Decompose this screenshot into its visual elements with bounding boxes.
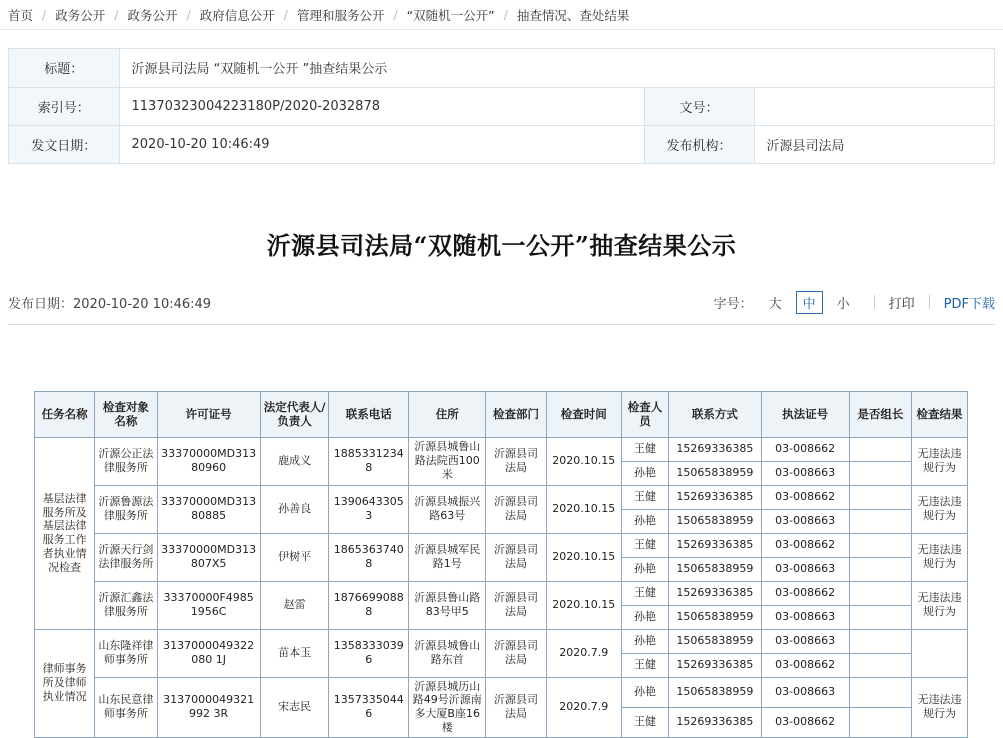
cell-task-name: 基层法律服务所及基层法律服务工作者执业情况检查	[35, 437, 95, 629]
cell-inspector-cert: 03-008662	[761, 533, 849, 557]
column-header-phone: 联系电话	[329, 391, 409, 437]
cell-is-leader	[849, 653, 911, 677]
cell-phone: 18653637408	[329, 533, 409, 581]
print-button[interactable]: 打印	[888, 296, 915, 312]
breadcrumb	[0, 0, 1003, 30]
meta-value-docnum	[754, 87, 994, 125]
cell-inspector-name: 孙艳	[621, 557, 668, 581]
cell-result	[912, 629, 968, 677]
cell-address: 沂源县鲁山路83号甲5	[409, 581, 486, 629]
cell-is-leader	[849, 605, 911, 629]
cell-address: 沂源县城振兴路63号	[409, 485, 486, 533]
cell-inspector-name: 孙艳	[621, 629, 668, 653]
cell-address: 沂源县城军民路1号	[409, 533, 486, 581]
cell-license: 33370000MD313807X5	[157, 533, 260, 581]
cell-inspector-name: 孙艳	[621, 677, 668, 707]
cell-object-name: 山东隆祥律师事务所	[95, 629, 157, 677]
cell-inspector-contact: 15269336385	[669, 653, 761, 677]
cell-inspector-cert: 03-008662	[761, 437, 849, 461]
cell-inspector-cert: 03-008663	[761, 557, 849, 581]
meta-value-index: 11370323004223180P/2020-2032878	[119, 87, 644, 125]
column-header-address: 住所	[409, 391, 486, 437]
cell-legal-rep: 鹿成义	[260, 437, 329, 485]
cell-is-leader	[849, 485, 911, 509]
cell-phone: 13906433053	[329, 485, 409, 533]
column-header-time: 检查时间	[546, 391, 621, 437]
cell-is-leader	[849, 461, 911, 485]
table-row	[35, 629, 968, 653]
cell-inspector-name: 孙艳	[621, 509, 668, 533]
cell-object-name: 山东民意律师事务所	[95, 677, 157, 737]
column-header-contact: 联系方式	[669, 391, 761, 437]
inspection-result-table-wrap	[34, 391, 969, 738]
cell-is-leader	[849, 509, 911, 533]
cell-legal-rep: 伊树平	[260, 533, 329, 581]
table-row	[35, 533, 968, 557]
cell-inspector-name: 孙艳	[621, 461, 668, 485]
document-meta-table	[9, 49, 994, 164]
inspection-result-table	[34, 391, 968, 738]
cell-inspector-contact: 15065838959	[669, 629, 761, 653]
meta-value-date: 2020-10-20 10:46:49	[119, 125, 644, 163]
cell-inspector-cert: 03-008662	[761, 581, 849, 605]
cell-department: 沂源县司法局	[486, 533, 546, 581]
cell-is-leader	[849, 677, 911, 707]
cell-phone: 13573350446	[329, 677, 409, 737]
column-header-result: 检查结果	[912, 391, 968, 437]
column-header-cert: 执法证号	[761, 391, 849, 437]
cell-time: 2020.10.15	[546, 485, 621, 533]
cell-license: 3137000049322080 1J	[157, 629, 260, 677]
cell-inspector-cert: 03-008662	[761, 707, 849, 737]
meta-label-title: 标题：	[9, 49, 119, 87]
toolbar-divider	[929, 295, 930, 309]
meta-value-org: 沂源县司法局	[754, 125, 994, 163]
cell-inspector-contact: 15065838959	[669, 557, 761, 581]
meta-row-title	[9, 49, 994, 87]
cell-inspector-cert: 03-008663	[761, 677, 849, 707]
meta-label-index: 索引号：	[9, 87, 119, 125]
fontsize-large-button[interactable]: 大	[768, 296, 782, 312]
page-title: 沂源县司法局“双随机一公开”抽查结果公示	[266, 230, 737, 260]
cell-inspector-contact: 15065838959	[669, 509, 761, 533]
column-header-object-name: 检查对象名称	[95, 391, 157, 437]
column-header-task: 任务名称	[35, 391, 95, 437]
breadcrumb-item-0[interactable]: 首页	[8, 7, 34, 23]
cell-license: 33370000MD31380885	[157, 485, 260, 533]
cell-address: 沂源县城历山路49号沂源南多大厦B座16楼	[409, 677, 486, 737]
cell-time: 2020.10.15	[546, 533, 621, 581]
cell-phone: 13583330396	[329, 629, 409, 677]
cell-task-name: 律师事务所及律师执业情况	[35, 629, 95, 737]
cell-is-leader	[849, 581, 911, 605]
breadcrumb-separator: /	[503, 7, 508, 22]
cell-address: 沂源县城鲁山路法院西100米	[409, 437, 486, 485]
cell-result: 无违法违规行为	[912, 437, 968, 485]
cell-legal-rep: 苗本玉	[260, 629, 329, 677]
cell-inspector-contact: 15065838959	[669, 605, 761, 629]
cell-inspector-name: 王健	[621, 581, 668, 605]
breadcrumb-item-2[interactable]: 政务公开	[127, 7, 178, 23]
table-row	[35, 437, 968, 461]
column-header-license: 许可证号	[157, 391, 260, 437]
fontsize-medium-button[interactable]: 中	[796, 291, 823, 314]
cell-inspector-cert: 03-008663	[761, 509, 849, 533]
cell-inspector-cert: 03-008663	[761, 605, 849, 629]
toolbar-divider	[874, 295, 875, 309]
cell-license: 33370000F49851956C	[157, 581, 260, 629]
cell-inspector-name: 孙艳	[621, 605, 668, 629]
cell-department: 沂源县司法局	[486, 437, 546, 485]
breadcrumb-separator: /	[186, 7, 191, 22]
cell-result: 无违法违规行为	[912, 581, 968, 629]
cell-legal-rep: 宋志民	[260, 677, 329, 737]
publish-date: 发布日期：2020-10-20 10:46:49	[8, 296, 212, 312]
cell-time: 2020.7.9	[546, 677, 621, 737]
cell-is-leader	[849, 629, 911, 653]
cell-department: 沂源县司法局	[486, 677, 546, 737]
toolbar-actions	[714, 291, 995, 314]
cell-inspector-contact: 15269336385	[669, 533, 761, 557]
cell-inspector-cert: 03-008662	[761, 653, 849, 677]
column-header-legal-rep: 法定代表人/负责人	[260, 391, 329, 437]
breadcrumb-item-3[interactable]: 政府信息公开	[199, 7, 275, 23]
cell-phone: 18766990888	[329, 581, 409, 629]
column-header-department: 检查部门	[486, 391, 546, 437]
cell-inspector-name: 王健	[621, 485, 668, 509]
table-row	[35, 581, 968, 605]
cell-is-leader	[849, 557, 911, 581]
breadcrumb-separator: /	[114, 7, 119, 22]
cell-inspector-name: 王健	[621, 533, 668, 557]
cell-object-name: 沂源汇鑫法律服务所	[95, 581, 157, 629]
cell-is-leader	[849, 707, 911, 737]
cell-time: 2020.10.15	[546, 437, 621, 485]
column-header-inspector: 检查人员	[621, 391, 668, 437]
meta-label-docnum: 文号：	[644, 87, 754, 125]
column-header-is-leader: 是否组长	[849, 391, 911, 437]
cell-inspector-contact: 15269336385	[669, 581, 761, 605]
fontsize-small-button[interactable]: 小	[836, 296, 850, 312]
cell-time: 2020.7.9	[546, 629, 621, 677]
cell-inspector-contact: 15269336385	[669, 485, 761, 509]
document-meta-panel	[8, 48, 995, 164]
meta-label-date: 发文日期：	[9, 125, 119, 163]
cell-inspector-name: 王健	[621, 707, 668, 737]
cell-time: 2020.10.15	[546, 581, 621, 629]
meta-label-org: 发布机构：	[644, 125, 754, 163]
meta-value-title: 沂源县司法局 “双随机一公开 ”抽查结果公示	[119, 49, 994, 87]
cell-license: 33370000MD31380960	[157, 437, 260, 485]
cell-address: 沂源县城鲁山路东首	[409, 629, 486, 677]
breadcrumb-separator: /	[42, 7, 47, 22]
cell-legal-rep: 赵雷	[260, 581, 329, 629]
breadcrumb-item-5[interactable]: “双随机一公开”	[406, 7, 495, 23]
table-row	[35, 485, 968, 509]
cell-inspector-name: 王健	[621, 653, 668, 677]
cell-result: 无违法违规行为	[912, 677, 968, 737]
cell-phone: 18853312348	[329, 437, 409, 485]
cell-inspector-cert: 03-008663	[761, 461, 849, 485]
cell-legal-rep: 孙善良	[260, 485, 329, 533]
cell-result: 无违法违规行为	[912, 533, 968, 581]
cell-inspector-contact: 15269336385	[669, 707, 761, 737]
cell-department: 沂源县司法局	[486, 485, 546, 533]
cell-inspector-name: 王健	[621, 437, 668, 461]
cell-object-name: 沂源天行剑法律服务所	[95, 533, 157, 581]
breadcrumb-item-1[interactable]: 政务公开	[55, 7, 106, 23]
cell-result: 无违法违规行为	[912, 485, 968, 533]
breadcrumb-separator: /	[283, 7, 288, 22]
meta-row-index	[9, 87, 994, 125]
fontsize-label: 字号：	[713, 296, 753, 312]
meta-row-date	[9, 125, 994, 163]
table-header-row	[35, 391, 968, 437]
cell-object-name: 沂源公正法律服务所	[95, 437, 157, 485]
table-row	[35, 677, 968, 707]
breadcrumb-separator: /	[393, 7, 398, 22]
cell-inspector-contact: 15065838959	[669, 677, 761, 707]
breadcrumb-item-4[interactable]: 管理和服务公开	[296, 7, 385, 23]
pdf-download-button[interactable]: PDF下载	[943, 296, 995, 312]
cell-inspector-contact: 15269336385	[669, 437, 761, 461]
breadcrumb-item-6[interactable]: 抽查情况、查处结果	[516, 7, 630, 23]
cell-is-leader	[849, 533, 911, 557]
cell-inspector-contact: 15065838959	[669, 461, 761, 485]
cell-inspector-cert: 03-008662	[761, 485, 849, 509]
document-toolbar	[8, 291, 995, 325]
cell-license: 3137000049321992 3R	[157, 677, 260, 737]
table-body	[35, 437, 968, 737]
cell-department: 沂源县司法局	[486, 629, 546, 677]
cell-inspector-cert: 03-008663	[761, 629, 849, 653]
cell-object-name: 沂源鲁源法律服务所	[95, 485, 157, 533]
cell-department: 沂源县司法局	[486, 581, 546, 629]
cell-is-leader	[849, 437, 911, 461]
